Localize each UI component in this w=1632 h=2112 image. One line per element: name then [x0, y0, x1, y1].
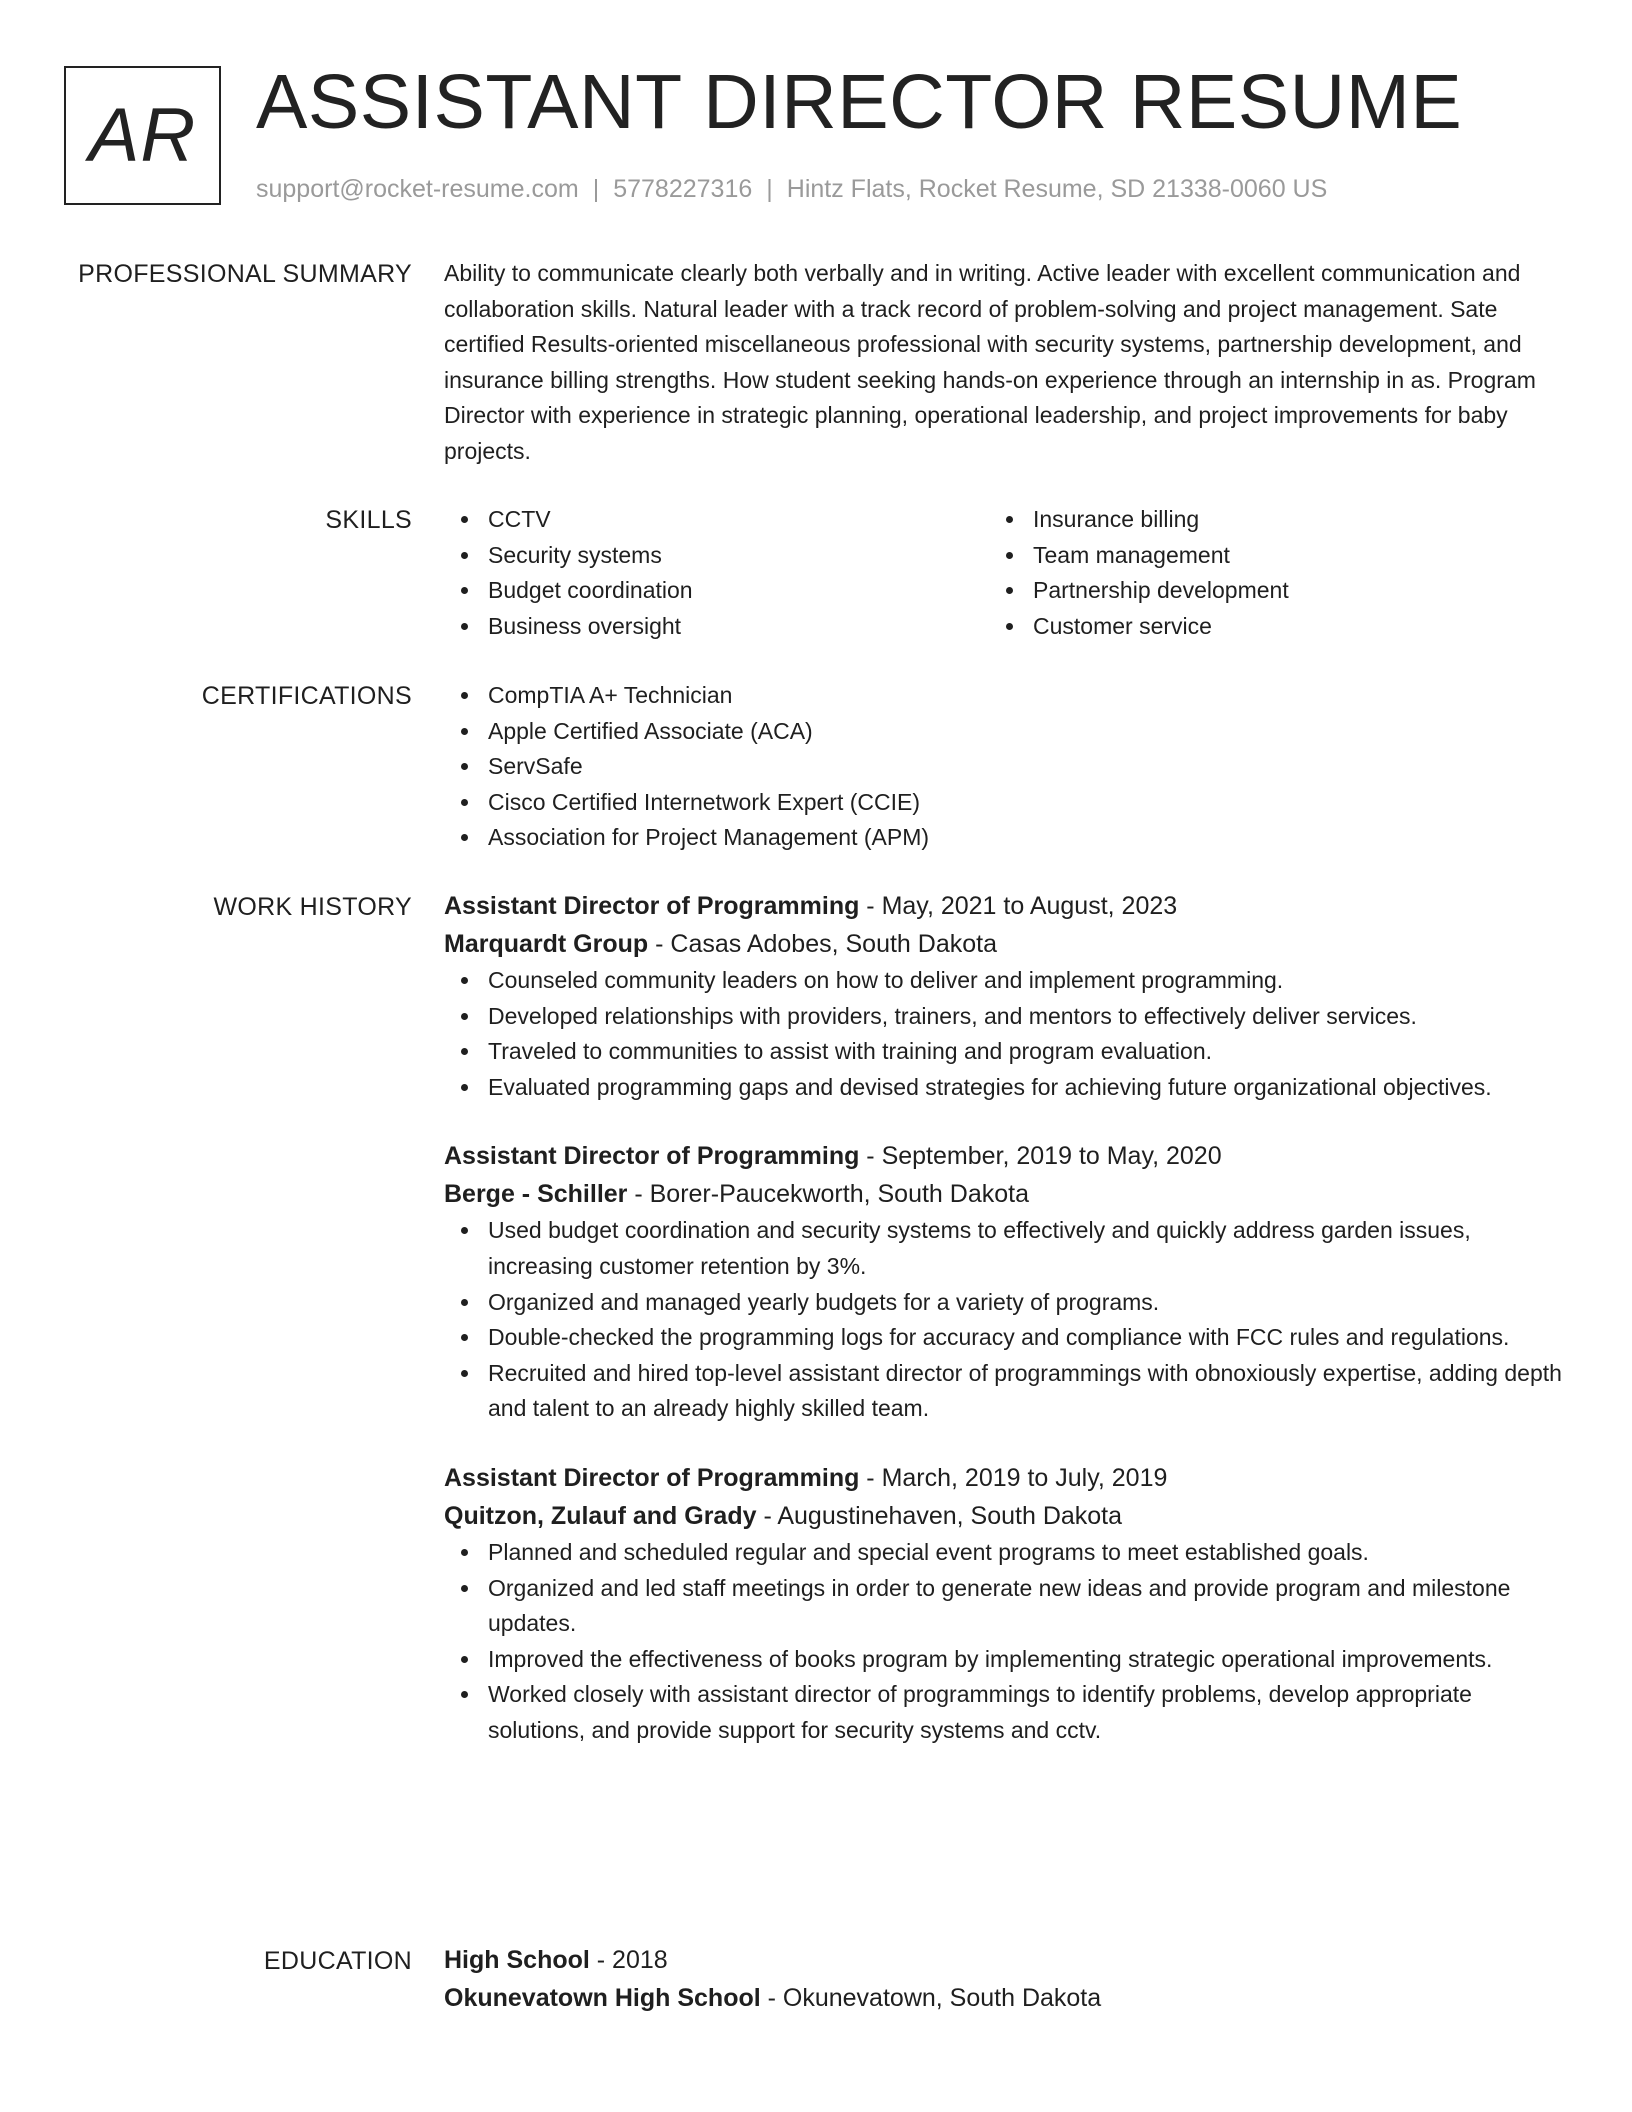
skill-item: Customer service	[989, 609, 1534, 645]
job-bullet: Used budget coordination and security systems to effectively and quickly address garden issues, increasing customer retention by 3%.	[444, 1213, 1564, 1284]
skill-item: Budget coordination	[444, 573, 989, 609]
monogram-initials: AR	[88, 93, 197, 178]
summary-body	[444, 256, 1564, 470]
certification-item: Association for Project Management (APM)	[444, 820, 1564, 856]
skills-list-right	[989, 502, 1534, 644]
job-entry	[444, 887, 1564, 1105]
job-company-line	[444, 1175, 1564, 1213]
education-year: - 2018	[589, 1946, 668, 1974]
contact-separator: |	[592, 175, 600, 203]
job-title-line	[444, 887, 1564, 925]
job-bullet: Developed relationships with providers, trainers, and mentors to effectively deliver services.	[444, 999, 1564, 1035]
job-bullet: Evaluated programming gaps and devised strategies for achieving future organizational objectives.	[444, 1070, 1564, 1106]
section-heading-work-history: WORK HISTORY	[213, 893, 412, 921]
job-company: Berge - Schiller	[444, 1180, 628, 1209]
work-history-body	[444, 887, 1564, 1749]
skills-body	[444, 502, 1564, 644]
job-bullets	[444, 1213, 1564, 1427]
certification-item: Cisco Certified Internetwork Expert (CCIE)	[444, 785, 1564, 821]
job-entry	[444, 1137, 1564, 1427]
job-bullet: Traveled to communities to assist with training and program evaluation.	[444, 1034, 1564, 1070]
monogram-box	[64, 66, 221, 205]
job-bullet: Planned and scheduled regular and special event programs to meet established goals.	[444, 1535, 1564, 1571]
job-title-line	[444, 1459, 1564, 1497]
job-bullet: Counseled community leaders on how to deliver and implement programming.	[444, 963, 1564, 999]
summary-text: Ability to communicate clearly both verbally and in writing. Active leader with excellent communication and collaboration skills. Natural leader with a track record of problem-solving and project management. Sate certified Results-oriented miscellaneous professional with security systems, partnership development, and insurance billing strengths. How student seeking hands-on experience through an internship in as. Program Director with experience in strategic planning, operational leadership, and project improvements for baby projects.	[444, 260, 1536, 464]
certification-item: CompTIA A+ Technician	[444, 678, 1564, 714]
education-degree-line	[444, 1941, 1564, 1979]
job-bullet: Recruited and hired top-level assistant director of programmings with obnoxiously expertise, adding depth and talent to an already highly skilled team.	[444, 1356, 1564, 1427]
contact-email[interactable]: support@rocket-resume.com	[256, 175, 579, 203]
education-degree: High School	[444, 1946, 590, 1974]
job-company: Quitzon, Zulauf and Grady	[444, 1501, 757, 1530]
skills-list-left	[444, 502, 989, 644]
job-bullet: Double-checked the programming logs for accuracy and compliance with FCC rules and regulations.	[444, 1320, 1564, 1356]
section-heading-skills: SKILLS	[325, 506, 412, 534]
certification-item: ServSafe	[444, 749, 1564, 785]
job-bullets	[444, 1535, 1564, 1749]
contact-phone[interactable]: 5778227316	[613, 175, 753, 203]
job-bullets	[444, 963, 1564, 1105]
job-title: Assistant Director of Programming	[444, 892, 860, 920]
skill-item: Partnership development	[989, 573, 1534, 609]
job-location: - Borer-Paucekworth, South Dakota	[627, 1180, 1029, 1209]
certifications-list	[444, 678, 1564, 856]
skill-item: Business oversight	[444, 609, 989, 645]
education-body	[444, 1941, 1564, 2017]
education-school-line	[444, 1979, 1564, 2017]
job-bullet: Organized and managed yearly budgets for a variety of programs.	[444, 1285, 1564, 1321]
job-bullet: Worked closely with assistant director of programmings to identify problems, develop appropriate solutions, and provide support for security systems and cctv.	[444, 1677, 1564, 1748]
contact-line	[256, 173, 1327, 205]
job-company: Marquardt Group	[444, 930, 649, 958]
job-dates: - March, 2019 to July, 2019	[859, 1463, 1168, 1492]
skill-item: Team management	[989, 538, 1534, 574]
job-company-line	[444, 925, 1564, 963]
section-heading-certifications: CERTIFICATIONS	[201, 682, 412, 710]
skill-item: Security systems	[444, 538, 989, 574]
section-heading-education: EDUCATION	[263, 1947, 412, 1975]
job-bullet: Organized and led staff meetings in order to generate new ideas and provide program and milestone updates.	[444, 1571, 1564, 1642]
job-title-line	[444, 1137, 1564, 1175]
skill-item: CCTV	[444, 502, 989, 538]
certifications-body	[444, 678, 1564, 856]
contact-address: Hintz Flats, Rocket Resume, SD 21338-0060 US	[786, 175, 1328, 203]
job-company-line	[444, 1497, 1564, 1535]
job-title: Assistant Director of Programming	[444, 1463, 860, 1492]
skill-item: Insurance billing	[989, 502, 1534, 538]
job-title: Assistant Director of Programming	[444, 1142, 860, 1171]
certification-item: Apple Certified Associate (ACA)	[444, 714, 1564, 750]
job-entry	[444, 1459, 1564, 1749]
section-heading-summary: PROFESSIONAL SUMMARY	[78, 260, 412, 288]
education-location: - Okunevatown, South Dakota	[760, 1984, 1102, 2012]
contact-separator: |	[766, 175, 773, 203]
job-dates: - September, 2019 to May, 2020	[859, 1142, 1222, 1171]
job-location: - Augustinehaven, South Dakota	[756, 1501, 1123, 1530]
job-dates: - May, 2021 to August, 2023	[859, 892, 1178, 920]
job-bullet: Improved the effectiveness of books program by implementing strategic operational improvements.	[444, 1642, 1564, 1678]
job-location: - Casas Adobes, South Dakota	[648, 930, 997, 958]
education-school: Okunevatown High School	[444, 1984, 761, 2012]
resume-title: ASSISTANT DIRECTOR RESUME	[256, 59, 1463, 145]
